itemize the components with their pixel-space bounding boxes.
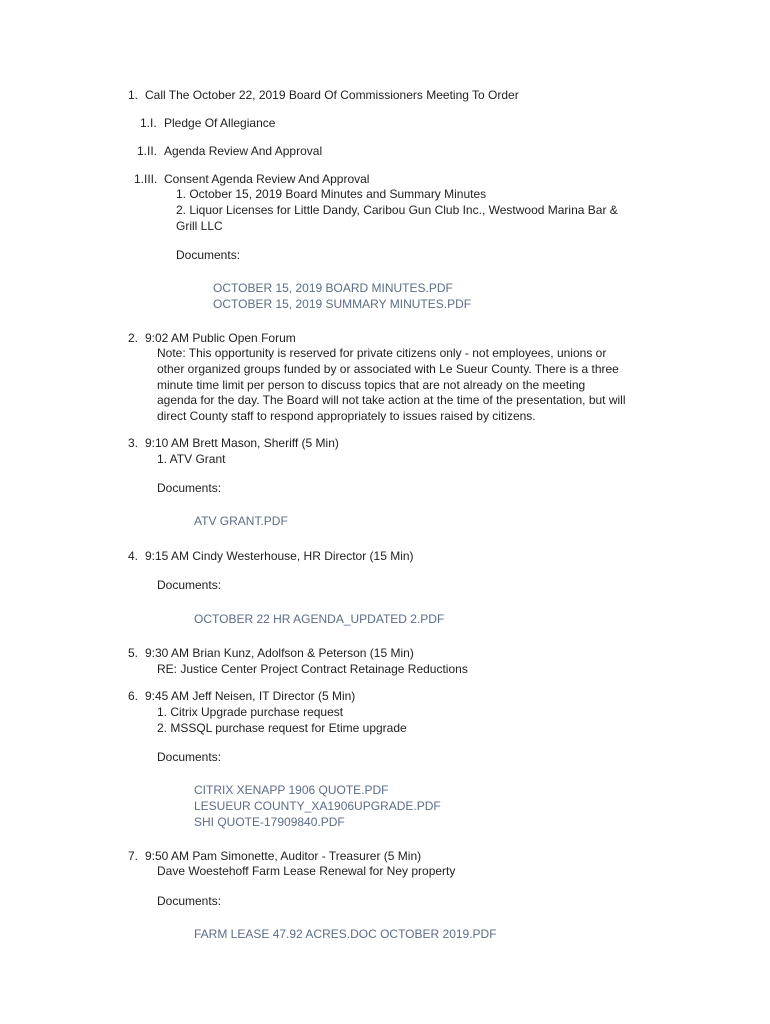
item-1-number: 1. [128, 88, 139, 102]
item-6-title: 9:45 AM Jeff Neisen, IT Director (5 Min) [145, 689, 356, 703]
document-link[interactable]: LESUEUR COUNTY_XA1906UPGRADE.PDF [194, 799, 441, 813]
document-link[interactable]: OCTOBER 15, 2019 SUMMARY MINUTES.PDF [213, 297, 472, 311]
documents-label: Documents: [176, 248, 241, 262]
item-7-title: 9:50 AM Pam Simonette, Auditor - Treasurer (5 Min) [145, 849, 422, 863]
item-6-line: 2. MSSQL purchase request for Etime upgrade [157, 721, 407, 735]
item-1-3-line: 1. October 15, 2019 Board Minutes and Summary Minutes [176, 187, 487, 201]
item-2-number: 2. [128, 331, 139, 345]
item-3-line: 1. ATV Grant [157, 452, 226, 466]
document-link[interactable]: ATV GRANT.PDF [194, 514, 288, 528]
item-6-line: 1. Citrix Upgrade purchase request [157, 705, 344, 719]
item-2-note-line: other organized groups funded by or associated with Le Sueur County. There is a three [157, 362, 619, 376]
item-1-1-number: 1.I. [140, 116, 157, 130]
item-5-line: RE: Justice Center Project Contract Retainage Reductions [157, 662, 468, 676]
item-7-number: 7. [128, 849, 139, 863]
item-1-3-number: 1.III. [134, 172, 158, 186]
item-6-number: 6. [128, 689, 139, 703]
item-2-note-line: agenda for the day. The Board will not take action at the time of the presentation, but will [157, 393, 626, 407]
item-1-3-line: Grill LLC [176, 219, 223, 233]
documents-label: Documents: [157, 481, 222, 495]
item-2-note-line: Note: This opportunity is reserved for private citizens only - not employees, unions or [157, 346, 607, 360]
item-1-2-number: 1.II. [137, 144, 158, 158]
item-3-number: 3. [128, 436, 139, 450]
item-2-title: 9:02 AM Public Open Forum [145, 331, 296, 345]
document-link[interactable]: CITRIX XENAPP 1906 QUOTE.PDF [194, 783, 389, 797]
item-1-2-title: Agenda Review And Approval [164, 144, 323, 158]
item-1-1-title: Pledge Of Allegiance [164, 116, 276, 130]
document-link[interactable]: SHI QUOTE-17909840.PDF [194, 815, 345, 829]
item-1-3-title: Consent Agenda Review And Approval [164, 172, 370, 186]
item-1-3-line: 2. Liquor Licenses for Little Dandy, Caribou Gun Club Inc., Westwood Marina Bar & [176, 203, 618, 217]
document-link[interactable]: OCTOBER 15, 2019 BOARD MINUTES.PDF [213, 281, 453, 295]
item-1-title: Call The October 22, 2019 Board Of Commissioners Meeting To Order [145, 88, 519, 102]
item-2-note-line: minute time limit per person to discuss topics that are not already on the meeting [157, 378, 586, 392]
item-4-title: 9:15 AM Cindy Westerhouse, HR Director (15 Min) [145, 549, 414, 563]
documents-label: Documents: [157, 750, 222, 764]
documents-label: Documents: [157, 578, 222, 592]
documents-label: Documents: [157, 894, 222, 908]
document-link[interactable]: FARM LEASE 47.92 ACRES.DOC OCTOBER 2019.PDF [194, 927, 497, 941]
item-5-title: 9:30 AM Brian Kunz, Adolfson & Peterson (15 Min) [145, 646, 414, 660]
item-7-line: Dave Woestehoff Farm Lease Renewal for Ney property [157, 864, 456, 878]
document-link[interactable]: OCTOBER 22 HR AGENDA_UPDATED 2.PDF [194, 612, 445, 626]
item-5-number: 5. [128, 646, 139, 660]
item-2-note-line: direct County staff to respond appropriately to issues raised by citizens. [157, 409, 536, 423]
item-4-number: 4. [128, 549, 139, 563]
item-3-title: 9:10 AM Brett Mason, Sheriff (5 Min) [145, 436, 339, 450]
